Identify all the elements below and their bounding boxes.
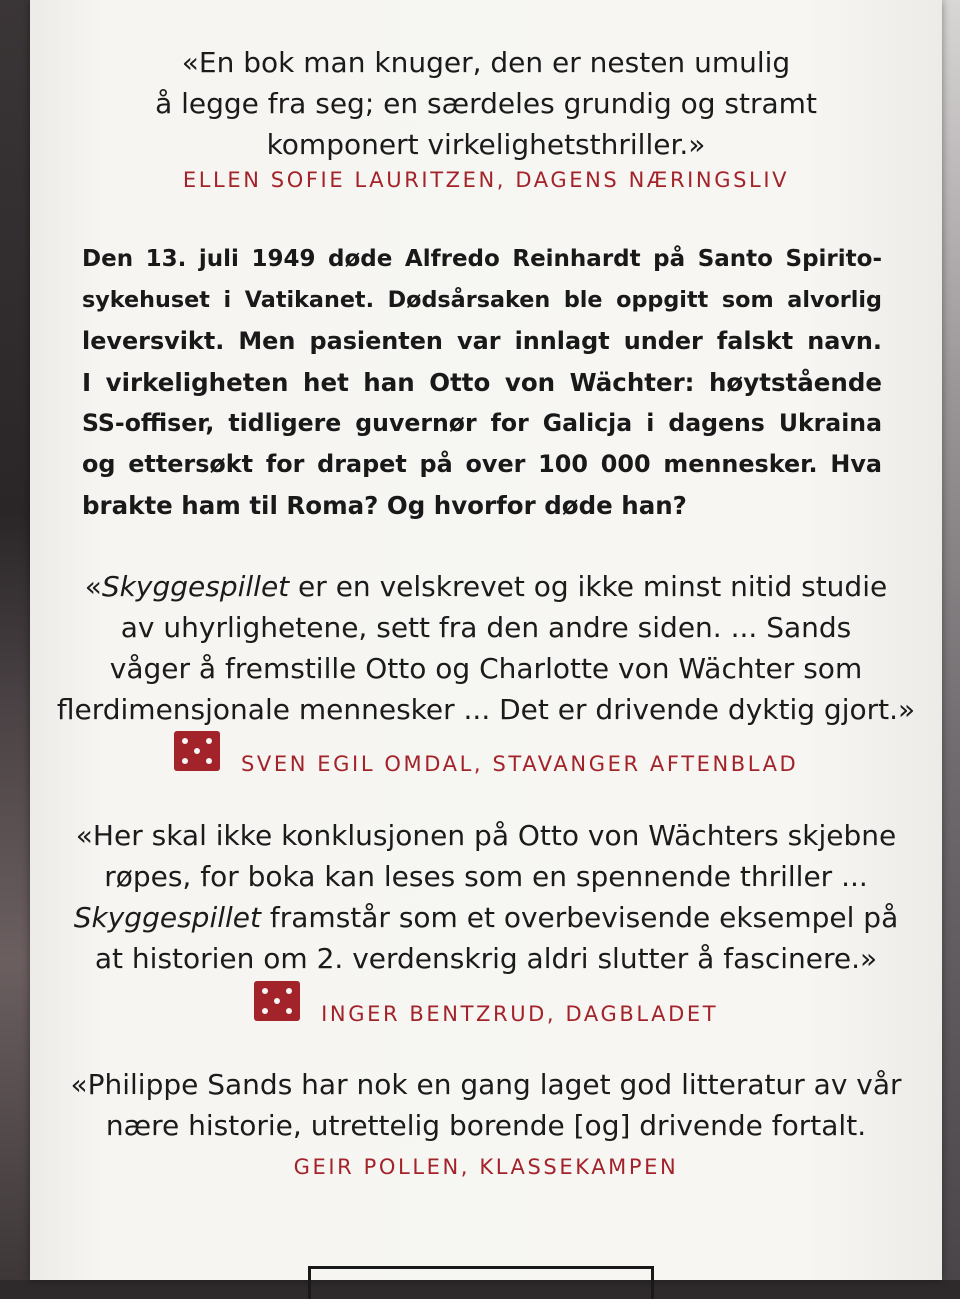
review-attribution-1: [30, 168, 942, 192]
book-description: [82, 239, 882, 526]
review-quote-4: [30, 1064, 942, 1146]
quote-line: røpes, for boka kan leses som en spennende thriller ...: [104, 860, 868, 893]
barcode-box: [308, 1266, 654, 1299]
quote-line: «Philippe Sands har nok en gang laget god litteratur av vår: [70, 1068, 902, 1101]
review-quote-3: [30, 815, 942, 979]
description-line: I virkeligheten het han Otto von Wächter: høytstående: [82, 368, 882, 397]
description-line: SS-offiser, tidligere guvernør for Galicja i dagens Ukraina: [82, 409, 882, 437]
attribution-text: INGER BENTZRUD, DAGBLADET: [321, 1002, 719, 1026]
book-title-italic: Skyggespillet: [73, 901, 261, 934]
description-line: leversvikt. Men pasienten var innlagt under falskt navn.: [82, 327, 882, 355]
dice-five-icon: [174, 731, 220, 771]
quote-line: av uhyrlighetene, sett fra den andre siden. ... Sands: [120, 611, 852, 644]
description-line: Den 13. juli 1949 døde Alfredo Reinhardt på Santo Spirito-: [82, 246, 882, 272]
quote-line: «Skyggespillet er en velskrevet og ikke minst nitid studie: [84, 570, 888, 603]
review-quote-1: [30, 42, 942, 165]
quote-line: flerdimensjonale mennesker ... Det er drivende dyktig gjort.»: [56, 693, 916, 726]
review-quote-2: [30, 566, 942, 730]
quote-line: komponert virkelighetsthriller.»: [266, 128, 706, 161]
quote-line: «Her skal ikke konklusjonen på Otto von Wächters skjebne: [75, 819, 897, 852]
description-line: brakte ham til Roma? Og hvorfor døde han?: [82, 491, 687, 520]
review-attribution-2: [30, 731, 942, 776]
quote-line: nære historie, utrettelig borende [og] drivende fortalt.: [105, 1109, 867, 1142]
review-attribution-3: [30, 981, 942, 1026]
quote-line: å legge fra seg; en særdeles grundig og stramt: [155, 87, 817, 120]
quote-line: at historien om 2. verdenskrig aldri slutter å fascinere.»: [94, 942, 878, 975]
book-back-cover: [30, 0, 942, 1280]
attribution-text: GEIR POLLEN, KLASSEKAMPEN: [293, 1155, 679, 1179]
description-line: sykehuset i Vatikanet. Dødsårsaken ble oppgitt som alvorlig: [82, 287, 882, 313]
quote-line: «En bok man knuger, den er nesten umulig: [181, 46, 791, 79]
quote-line: Skyggespillet framstår som et overbevisende eksempel på: [73, 901, 899, 934]
attribution-text: SVEN EGIL OMDAL, STAVANGER AFTENBLAD: [240, 752, 799, 776]
attribution-text: ELLEN SOFIE LAURITZEN, DAGENS NÆRINGSLIV: [182, 168, 790, 192]
dice-five-icon: [254, 981, 300, 1021]
description-line: og ettersøkt for drapet på over 100 000 mennesker. Hva: [82, 450, 882, 478]
book-title-italic: Skyggespillet: [101, 570, 290, 603]
review-attribution-4: [30, 1155, 942, 1179]
quote-line: våger å fremstille Otto og Charlotte von Wächter som: [109, 652, 863, 685]
